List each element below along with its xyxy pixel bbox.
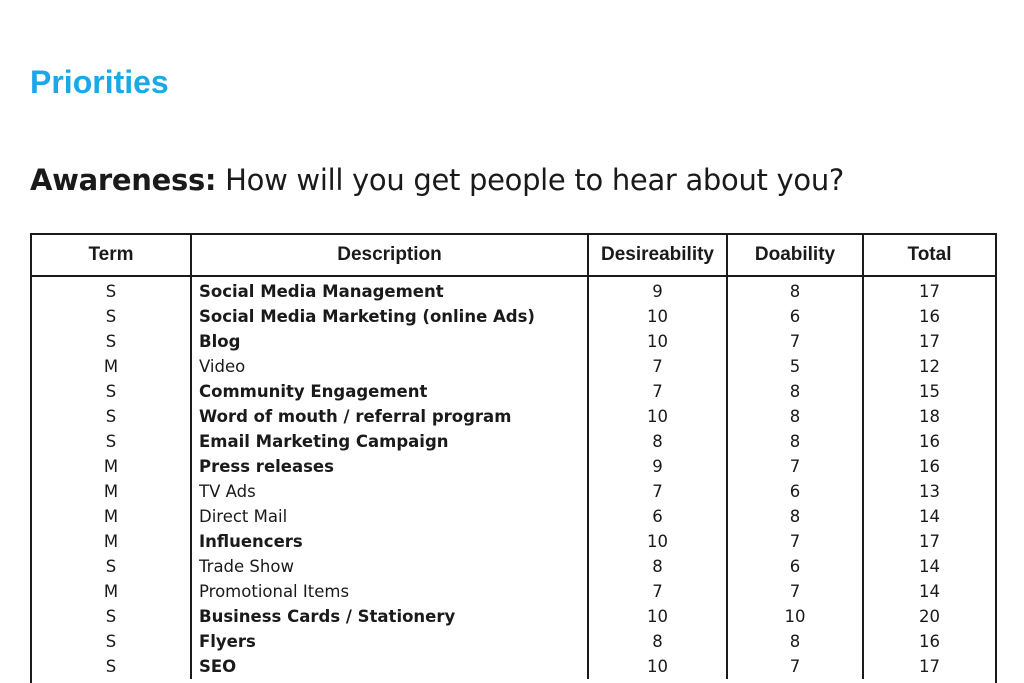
cell-term: S (105, 432, 117, 451)
table-row (32, 329, 995, 354)
cell-doability: 7 (727, 579, 863, 604)
cell-desireability: 7 (588, 579, 727, 604)
cell-total: 13 (863, 479, 995, 504)
cell-description: Blog (191, 329, 588, 354)
table-row (32, 629, 995, 654)
cell-term: M (103, 457, 119, 476)
cell-description: Community Engagement (191, 379, 588, 404)
cell-total: 17 (863, 329, 995, 354)
cell-description: Social Media Management (191, 276, 588, 304)
cell-total: 14 (863, 579, 995, 604)
header-term: Term (32, 235, 191, 276)
cell-total: 20 (863, 604, 995, 629)
cell-description: Influencers (191, 529, 588, 554)
cell-term: M (103, 357, 119, 376)
cell-total: 16 (863, 304, 995, 329)
cell-desireability: 8 (588, 554, 727, 579)
cell-doability: 10 (727, 604, 863, 629)
cell-desireability: 10 (588, 529, 727, 554)
cell-term: S (105, 657, 117, 676)
cell-desireability: 10 (588, 304, 727, 329)
header-doability: Doability (727, 235, 863, 276)
cell-description: Flyers (191, 629, 588, 654)
table-header-row (32, 235, 995, 276)
cell-description: Business Cards / Stationery (191, 604, 588, 629)
cell-description: Word of mouth / referral program (191, 404, 588, 429)
cell-doability: 8 (727, 504, 863, 529)
cell-desireability: 8 (588, 629, 727, 654)
cell-desireability: 7 (588, 354, 727, 379)
page-title: Priorities (30, 64, 169, 100)
header-desireability: Desireability (588, 235, 727, 276)
cell-term: S (105, 282, 117, 301)
cell-doability: 6 (727, 554, 863, 579)
cell-desireability: 7 (588, 479, 727, 504)
cell-doability: 8 (727, 629, 863, 654)
table-row (32, 604, 995, 629)
cell-doability: 5 (727, 354, 863, 379)
cell-doability: 6 (727, 479, 863, 504)
cell-term: S (105, 332, 117, 351)
cell-description: TV Ads (191, 479, 588, 504)
cell-description: Press releases (191, 454, 588, 479)
table-row (32, 404, 995, 429)
cell-description: Direct Mail (191, 504, 588, 529)
cell-total: 16 (863, 429, 995, 454)
cell-term: M (103, 532, 119, 551)
cell-doability: 7 (727, 654, 863, 679)
cell-total: 17 (863, 529, 995, 554)
cell-description: Trade Show (191, 554, 588, 579)
cell-desireability: 9 (588, 454, 727, 479)
cell-term: S (105, 382, 117, 401)
cell-total: 17 (863, 276, 995, 304)
cell-term: S (105, 557, 117, 576)
cell-desireability: 10 (588, 404, 727, 429)
cell-description: Promotional Items (191, 579, 588, 604)
table-row (32, 454, 995, 479)
cell-doability: 7 (727, 329, 863, 354)
table-row (32, 304, 995, 329)
awareness-question (30, 160, 844, 200)
cell-description: Video (191, 354, 588, 379)
cell-doability: 8 (727, 379, 863, 404)
table-row (32, 379, 995, 404)
cell-desireability: 6 (588, 504, 727, 529)
cell-doability: 8 (727, 276, 863, 304)
table-row (32, 354, 995, 379)
table-row (32, 504, 995, 529)
cell-doability: 7 (727, 529, 863, 554)
table-row (32, 429, 995, 454)
question-text: How will you get people to hear about you? (216, 163, 845, 197)
cell-total: 16 (863, 629, 995, 654)
table-row (32, 654, 995, 679)
priorities-table-frame (30, 233, 997, 683)
cell-term: M (103, 582, 119, 601)
cell-term: S (105, 407, 117, 426)
header-description: Description (191, 235, 588, 276)
table-row (32, 579, 995, 604)
cell-doability: 8 (727, 404, 863, 429)
cell-desireability: 10 (588, 329, 727, 354)
cell-total: 18 (863, 404, 995, 429)
table-row (32, 554, 995, 579)
cell-description: Email Marketing Campaign (191, 429, 588, 454)
cell-term: M (103, 507, 119, 526)
cell-desireability: 9 (588, 276, 727, 304)
cell-total: 14 (863, 504, 995, 529)
cell-term: M (103, 482, 119, 501)
cell-term: S (105, 632, 117, 651)
cell-term: S (105, 607, 117, 626)
cell-doability: 8 (727, 429, 863, 454)
cell-description: SEO (191, 654, 588, 679)
table-row (32, 276, 995, 304)
table-row (32, 479, 995, 504)
priorities-table (32, 235, 995, 679)
table-body (32, 276, 995, 679)
cell-total: 14 (863, 554, 995, 579)
cell-desireability: 10 (588, 654, 727, 679)
question-lead: Awareness: (30, 163, 217, 197)
cell-doability: 6 (727, 304, 863, 329)
header-total: Total (863, 235, 995, 276)
cell-desireability: 8 (588, 429, 727, 454)
cell-total: 15 (863, 379, 995, 404)
table-row (32, 529, 995, 554)
cell-desireability: 10 (588, 604, 727, 629)
cell-total: 16 (863, 454, 995, 479)
cell-total: 17 (863, 654, 995, 679)
cell-doability: 7 (727, 454, 863, 479)
cell-description: Social Media Marketing (online Ads) (191, 304, 588, 329)
cell-desireability: 7 (588, 379, 727, 404)
cell-total: 12 (863, 354, 995, 379)
cell-term: S (105, 307, 117, 326)
